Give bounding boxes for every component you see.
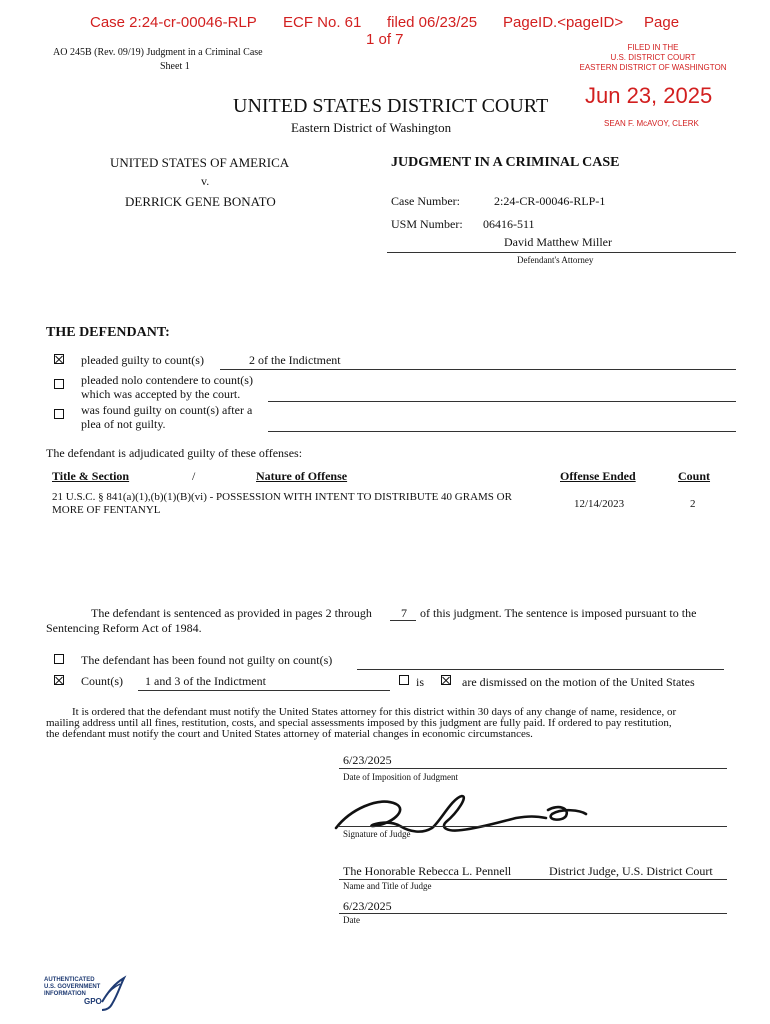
pleaded-guilty-checkbox[interactable]: [54, 354, 64, 364]
offense-ended: 12/14/2023: [574, 498, 625, 510]
counts-label: Count(s): [81, 674, 123, 688]
imposition-line: [339, 768, 727, 769]
defendant-heading: THE DEFENDANT:: [46, 325, 170, 340]
header-count: Count: [678, 469, 711, 483]
found-guilty-line: [268, 431, 736, 432]
stamp-page: Page: [644, 14, 680, 31]
not-guilty-label: The defendant has been found not guilty on count(s): [81, 653, 333, 667]
notice-line3: the defendant must notify the court and United States attorney of material changes in economic circumstances.: [46, 728, 533, 740]
header-title-section: Title & Section: [52, 469, 130, 483]
signature-label: Signature of Judge: [343, 829, 411, 839]
stamp-filed: filed 06/23/25: [387, 14, 478, 31]
plaintiff: UNITED STATES OF AMERICA: [110, 155, 290, 170]
signature-line: [339, 826, 727, 827]
judge-name-line: [339, 879, 727, 880]
found-guilty-checkbox[interactable]: [54, 409, 64, 419]
nolo-label-a: pleaded nolo contendere to count(s): [81, 373, 253, 387]
header-slash: /: [192, 469, 196, 483]
are-checkbox[interactable]: [441, 675, 451, 685]
sentence-pages-line: [390, 620, 416, 621]
notice-line2: mailing address until all fines, restitution, costs, and special assessments imposed by this judgment are fully paid. If ordered to pay restitution,: [46, 717, 672, 729]
attorney-line: [387, 252, 736, 253]
court-name: UNITED STATES DISTRICT COURT: [233, 95, 549, 117]
nolo-line: [268, 401, 736, 402]
header-offense-ended: Offense Ended: [560, 469, 636, 483]
counts-value: 1 and 3 of the Indictment: [145, 674, 266, 688]
pleaded-guilty-counts: 2 of the Indictment: [249, 353, 341, 367]
gpo-logo-line3: INFORMATION: [44, 991, 86, 997]
case-number: 2:24-CR-00046-RLP-1: [494, 194, 606, 208]
filed-stamp-line1: FILED IN THE: [627, 43, 679, 52]
date-label: Date: [343, 915, 360, 925]
court-district: Eastern District of Washington: [291, 120, 452, 135]
attorney-label: Defendant's Attorney: [517, 255, 594, 265]
stamp-case: Case 2:24-cr-00046-RLP: [90, 14, 257, 31]
found-guilty-label-b: plea of not guilty.: [81, 417, 166, 431]
not-guilty-line: [357, 669, 724, 670]
nolo-label-b: which was accepted by the court.: [81, 387, 241, 401]
sentence-part2: of this judgment. The sentence is imposed pursuant to the: [420, 606, 697, 620]
stamp-of: 1 of 7: [366, 31, 404, 48]
stamp-ecf: ECF No. 61: [283, 14, 362, 31]
gpo-logo-line1: AUTHENTICATED: [44, 977, 95, 983]
judge-title: District Judge, U.S. District Court: [549, 864, 713, 878]
filed-stamp-line3: EASTERN DISTRICT OF WASHINGTON: [579, 63, 727, 72]
stamp-pageid: PageID.<pageID>: [503, 14, 624, 31]
pleaded-guilty-line: [220, 369, 736, 370]
counts-dismissed-checkbox[interactable]: [54, 675, 64, 685]
are-dismissed-label: are dismissed on the motion of the United States: [462, 675, 695, 689]
sentence-part1: The defendant is sentenced as provided in pages 2 through: [91, 606, 372, 620]
eagle-icon: [98, 974, 128, 1014]
notice-line1: It is ordered that the defendant must notify the United States attorney for this district within 30 days of any change of name, residence, or: [72, 706, 677, 718]
adjudicated-text: The defendant is adjudicated guilty of these offenses:: [46, 446, 303, 460]
attorney-name: David Matthew Miller: [504, 235, 612, 249]
filed-stamp: [578, 43, 728, 73]
is-checkbox[interactable]: [399, 675, 409, 685]
gpo-logo: [44, 977, 100, 998]
imposition-label: Date of Imposition of Judgment: [343, 772, 458, 782]
judge-name: The Honorable Rebecca L. Pennell: [343, 864, 512, 878]
usm-number: 06416-511: [483, 217, 535, 231]
defendant-name: DERRICK GENE BONATO: [125, 194, 276, 209]
offense-count: 2: [690, 498, 696, 510]
header-nature: Nature of Offense: [256, 469, 348, 483]
is-label: is: [416, 675, 425, 689]
found-guilty-label-a: was found guilty on count(s) after a: [81, 403, 253, 417]
pleaded-guilty-label: pleaded guilty to count(s): [81, 353, 204, 367]
usm-number-label: USM Number:: [391, 217, 463, 231]
versus: v.: [201, 174, 210, 188]
imposition-date: 6/23/2025: [343, 753, 392, 767]
form-id: AO 245B (Rev. 09/19) Judgment in a Criminal Case: [53, 47, 263, 58]
clerk-name: SEAN F. McAVOY, CLERK: [604, 119, 699, 128]
form-sheet: Sheet 1: [160, 61, 190, 72]
counts-line: [138, 690, 390, 691]
gpo-logo-line2: U.S. GOVERNMENT: [44, 984, 101, 990]
filed-date: Jun 23, 2025: [585, 83, 713, 108]
sentence-pages: 7: [401, 606, 407, 620]
offense-desc-line1: 21 U.S.C. § 841(a)(1),(b)(1)(B)(vi) - POSSESSION WITH INTENT TO DISTRIBUTE 40 GRAMS OR: [52, 491, 512, 503]
sentence-part3: Sentencing Reform Act of 1984.: [46, 621, 202, 635]
not-guilty-checkbox[interactable]: [54, 654, 64, 664]
case-number-label: Case Number:: [391, 194, 460, 208]
judgment-title: JUDGMENT IN A CRIMINAL CASE: [391, 155, 620, 170]
name-title-label: Name and Title of Judge: [343, 881, 432, 891]
nolo-contendere-checkbox[interactable]: [54, 379, 64, 389]
filed-stamp-line2: U.S. DISTRICT COURT: [610, 53, 696, 62]
judgment-date: 6/23/2025: [343, 899, 392, 913]
judgment-date-line: [339, 913, 727, 914]
gpo-mark: GPO: [84, 997, 102, 1006]
offense-desc-line2: MORE OF FENTANYL: [52, 504, 161, 516]
